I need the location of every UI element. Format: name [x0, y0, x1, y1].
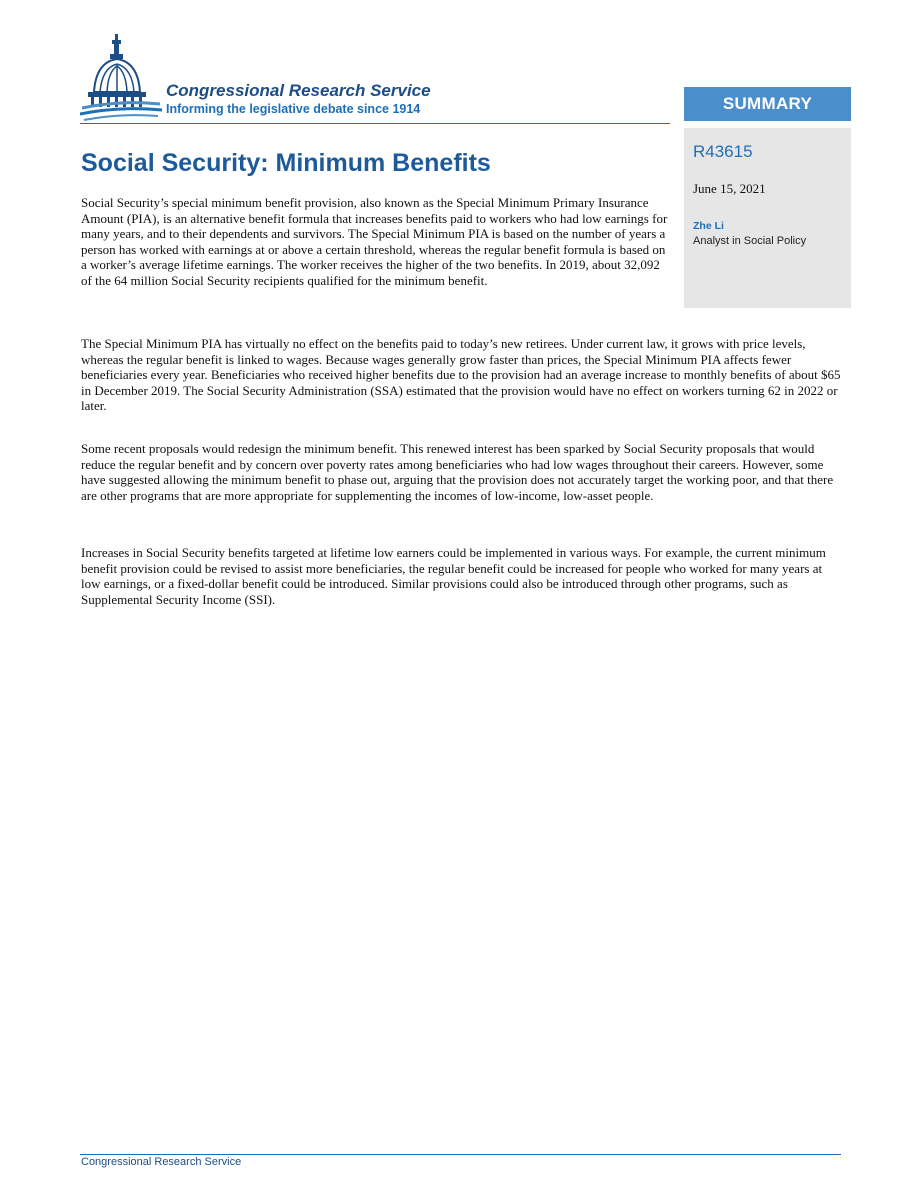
org-tagline: Informing the legislative debate since 1914 [166, 102, 421, 116]
author-title: Analyst in Social Policy [693, 235, 807, 247]
crs-logo[interactable] [80, 34, 470, 124]
footer-org-name: Congressional Research Service [81, 1156, 242, 1168]
report-number: R43615 [693, 142, 753, 161]
summary-paragraph-1: Social Security’s special minimum benefit provision, also known as the Special Minimum Primary Insurance Amount (PIA), is an alternative benefit formula that increases benefits paid to workers who had low earnings for many years, and to their dependents and survivors. The Special Minimum PIA is based on the number of years a person has worked with earnings at or above a certain threshold, whereas the regular benefit formula is based on a worker’s average lifetime earnings. The worker receives the higher of the two benefits. In 2019, about 32,092 of the 64 million Social Security recipients qualified for the minimum benefit. [81, 195, 668, 288]
summary-paragraph-2: The Special Minimum PIA has virtually no effect on the benefits paid to today’s new retirees. Under current law, it grows with price levels, whereas the regular benefit is linked to wages. Because wages generally grow faster than prices, the Special Minimum PIA affects fewer beneficiaries every year. Beneficiaries who received higher benefits due to the provision had an average increase to monthly benefits of about $65 in December 2019. The Social Security Administration (SSA) estimated that the provision would have no effect on workers turning 62 in 2022 or later. [81, 336, 841, 414]
org-name: Congressional Research Service [166, 81, 431, 100]
capitol-dome-icon [80, 34, 164, 124]
header-divider [80, 123, 670, 124]
summary-paragraph-3: Some recent proposals would redesign the minimum benefit. This renewed interest has been sparked by Social Security proposals that would reduce the regular benefit and by concern over poverty rates among beneficiaries who had low wages throughout their careers. However, some have suggested allowing the minimum benefit to phase out, arguing that the provision does not accurately target the working poor, and that there are other programs that are more appropriate for supplementing the incomes of low-income, low-asset people. [81, 441, 834, 503]
page-title: Social Security: Minimum Benefits [81, 149, 491, 177]
summary-label: SUMMARY [684, 87, 851, 121]
summary-sidebar [684, 128, 851, 308]
report-date: June 15, 2021 [693, 181, 766, 196]
footer-divider [80, 1154, 841, 1155]
summary-paragraph-4: Increases in Social Security benefits targeted at lifetime low earners could be implemented in various ways. For example, the current minimum benefit provision could be revised to assist more beneficiaries, the regular benefit could be increased for people who worked for many years at low earnings, or a fixed-dollar benefit could be introduced. Similar provisions could also be introduced through other programs, such as Supplemental Security Income (SSI). [81, 545, 826, 607]
author-name[interactable]: Zhe Li [693, 220, 724, 232]
